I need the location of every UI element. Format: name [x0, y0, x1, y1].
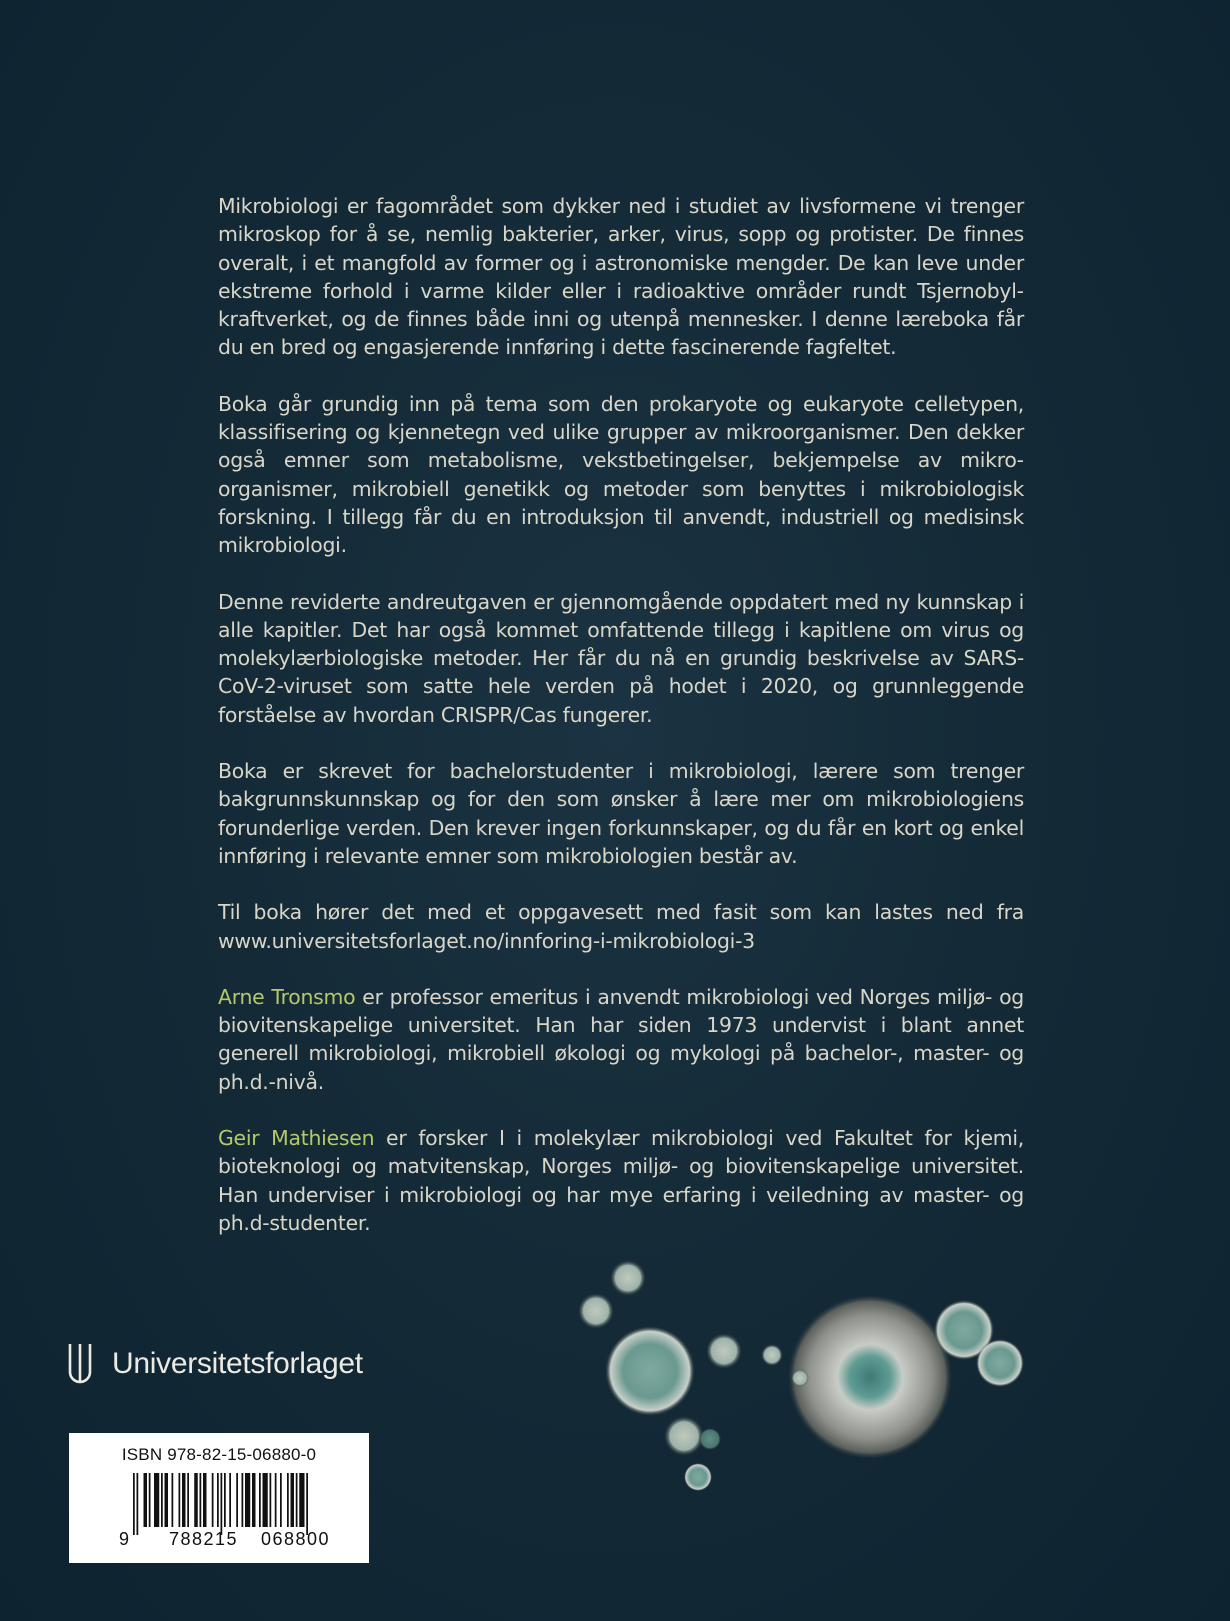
publisher-logo — [66, 1342, 363, 1386]
microbe-colony — [791, 1369, 809, 1387]
barcode-bar — [299, 1473, 304, 1527]
barcode-bar — [280, 1473, 282, 1527]
barcode-bar — [203, 1473, 207, 1527]
barcode-bar — [154, 1473, 159, 1527]
publisher-name: Universitetsforlaget — [112, 1347, 363, 1380]
barcode-bar — [291, 1473, 295, 1527]
microbe-colony — [976, 1339, 1024, 1387]
back-cover-text — [218, 192, 1024, 1265]
barcode-bar — [270, 1473, 272, 1527]
barcode-bar — [137, 1473, 139, 1535]
barcode-bar — [229, 1473, 231, 1527]
microbe-colony — [664, 1416, 704, 1456]
microbe-colony — [788, 1295, 952, 1459]
microbe-colony — [578, 1293, 614, 1329]
publisher-u-logo-icon — [66, 1342, 94, 1386]
author-name: Geir Mathiesen — [218, 1126, 375, 1151]
barcode-bar — [221, 1473, 223, 1535]
barcode-bar — [306, 1473, 308, 1535]
author-bio-text: er forsker I i molekylær mikrobiologi ved Fakultet for kjemi, bioteknologi og matvitenskap, Norges miljø- og biovitenskapelige universitet. Han underviser i mikrobiologi og har mye erfaring i veiledning av master- og ph.d-studenter. — [218, 1126, 1025, 1235]
blurb-paragraph-5: Til boka hører det med et oppgavesett med fasit som kan lastes ned fra www.universitetsforlaget.no/innforing-i-mikrobiologi-3 — [218, 900, 1024, 953]
barcode-bar — [200, 1473, 202, 1527]
barcode-bar — [245, 1473, 250, 1527]
isbn-number: ISBN 978-82-15-06880-0 — [121, 1445, 317, 1464]
microbe-colony — [684, 1463, 712, 1491]
blurb-paragraph-3: Denne reviderte andreutgaven er gjennomgående oppdatert med ny kunnskap i alle kapitler. Det har også kommet omfattende tillegg i kapitlene om virus og molekylærbiologiske metoder. Her får du nå en grundig beskrivelse av SARS-CoV-2-viruset som satte hele verden på hodet i 2020, og grunnleggende forståelse av hvordan CRISPR/Cas fungerer. — [218, 589, 1024, 727]
microbe-colony — [605, 1326, 695, 1416]
barcode-digit-group-2: 068800 — [261, 1529, 331, 1549]
barcode-bar — [179, 1473, 181, 1527]
barcode-bar — [187, 1473, 189, 1527]
barcode-bar — [182, 1473, 186, 1527]
microbe-colony — [706, 1333, 742, 1369]
barcode-bar — [224, 1473, 226, 1527]
microbe-colonies-illustration — [560, 1245, 1060, 1545]
barcode-bar — [194, 1473, 198, 1527]
barcode-bar — [263, 1473, 268, 1527]
barcode-bar — [296, 1473, 298, 1527]
barcode-digit-first: 9 — [119, 1529, 131, 1549]
isbn-barcode — [69, 1433, 369, 1563]
microbe-colony — [699, 1428, 721, 1450]
barcode-bar — [172, 1473, 174, 1527]
barcode-bar — [165, 1473, 169, 1527]
blurb-paragraph-2: Boka går grundig inn på tema som den prokaryote og eukaryote celletypen, klassifisering og kjennetegn ved ulike grupper av mikroorganismer. Den dekker også emner som metabolisme, vekstbetingelser, bekjempelse av mikroorganismer, mikrobiell genetikk og metoder som benyttes i mikrobiologisk forskning. I tillegg får du en introduksjon til anvendt, industriell og medisinsk mikrobiologi. — [218, 391, 1024, 558]
barcode-bar — [287, 1473, 289, 1527]
barcode-bars — [133, 1473, 313, 1535]
author-bio-1 — [218, 983, 1024, 1096]
author-name: Arne Tronsmo — [218, 984, 356, 1009]
microbe-colony — [610, 1260, 646, 1296]
barcode-bar — [133, 1473, 135, 1535]
barcode-bar — [236, 1473, 238, 1527]
blurb-paragraph-1: Mikrobiologi er fagområdet som dykker ned i studiet av livsformene vi trenger mikroskop for å se, nemlig bakterier, arker, virus, sopp og protister. De finnes overalt, i et mangfold av former og i astronomiske mengder. De kan leve under ekstreme forhold i varme kilder eller i radioaktive områder rundt Tsjernobylkraftverket, og de finnes både inni og utenpå mennesker. I denne læreboka får du en bred og engasjerende innføring i dette fascinerende fagfeltet. — [218, 194, 1024, 360]
barcode-bar — [217, 1473, 219, 1527]
microbe-colony — [761, 1344, 783, 1366]
barcode-bar — [252, 1473, 256, 1527]
author-bio-2 — [218, 1124, 1024, 1237]
barcode-bar — [149, 1473, 151, 1527]
barcode-bar — [275, 1473, 277, 1527]
barcode-bar — [144, 1473, 148, 1527]
barcode-bar — [161, 1473, 163, 1527]
blurb-paragraph-4: Boka er skrevet for bachelorstudenter i mikrobiologi, lærere som trenger bakgrunnskunnskap og for den som ønsker å lære mer om mikrobiologiens forunderlige verden. Den krever ingen forkunnskaper, og du får en kort og enkel innføring i relevante emner som mikrobiologien består av. — [218, 759, 1024, 868]
barcode-bar — [259, 1473, 261, 1527]
barcode-digit-group-1: 788215 — [169, 1529, 239, 1549]
author-bio-text: er professor emeritus i anvendt mikrobiologi ved Norges miljø- og biovitenskapelige universitet. Han har siden 1973 undervist i blant annet generell mikrobiologi, mikrobiell økologi og mykologi på bachelor-, master- og ph.d.-nivå. — [218, 984, 1024, 1094]
barcode-bar — [242, 1473, 244, 1527]
barcode-bar — [212, 1473, 214, 1527]
